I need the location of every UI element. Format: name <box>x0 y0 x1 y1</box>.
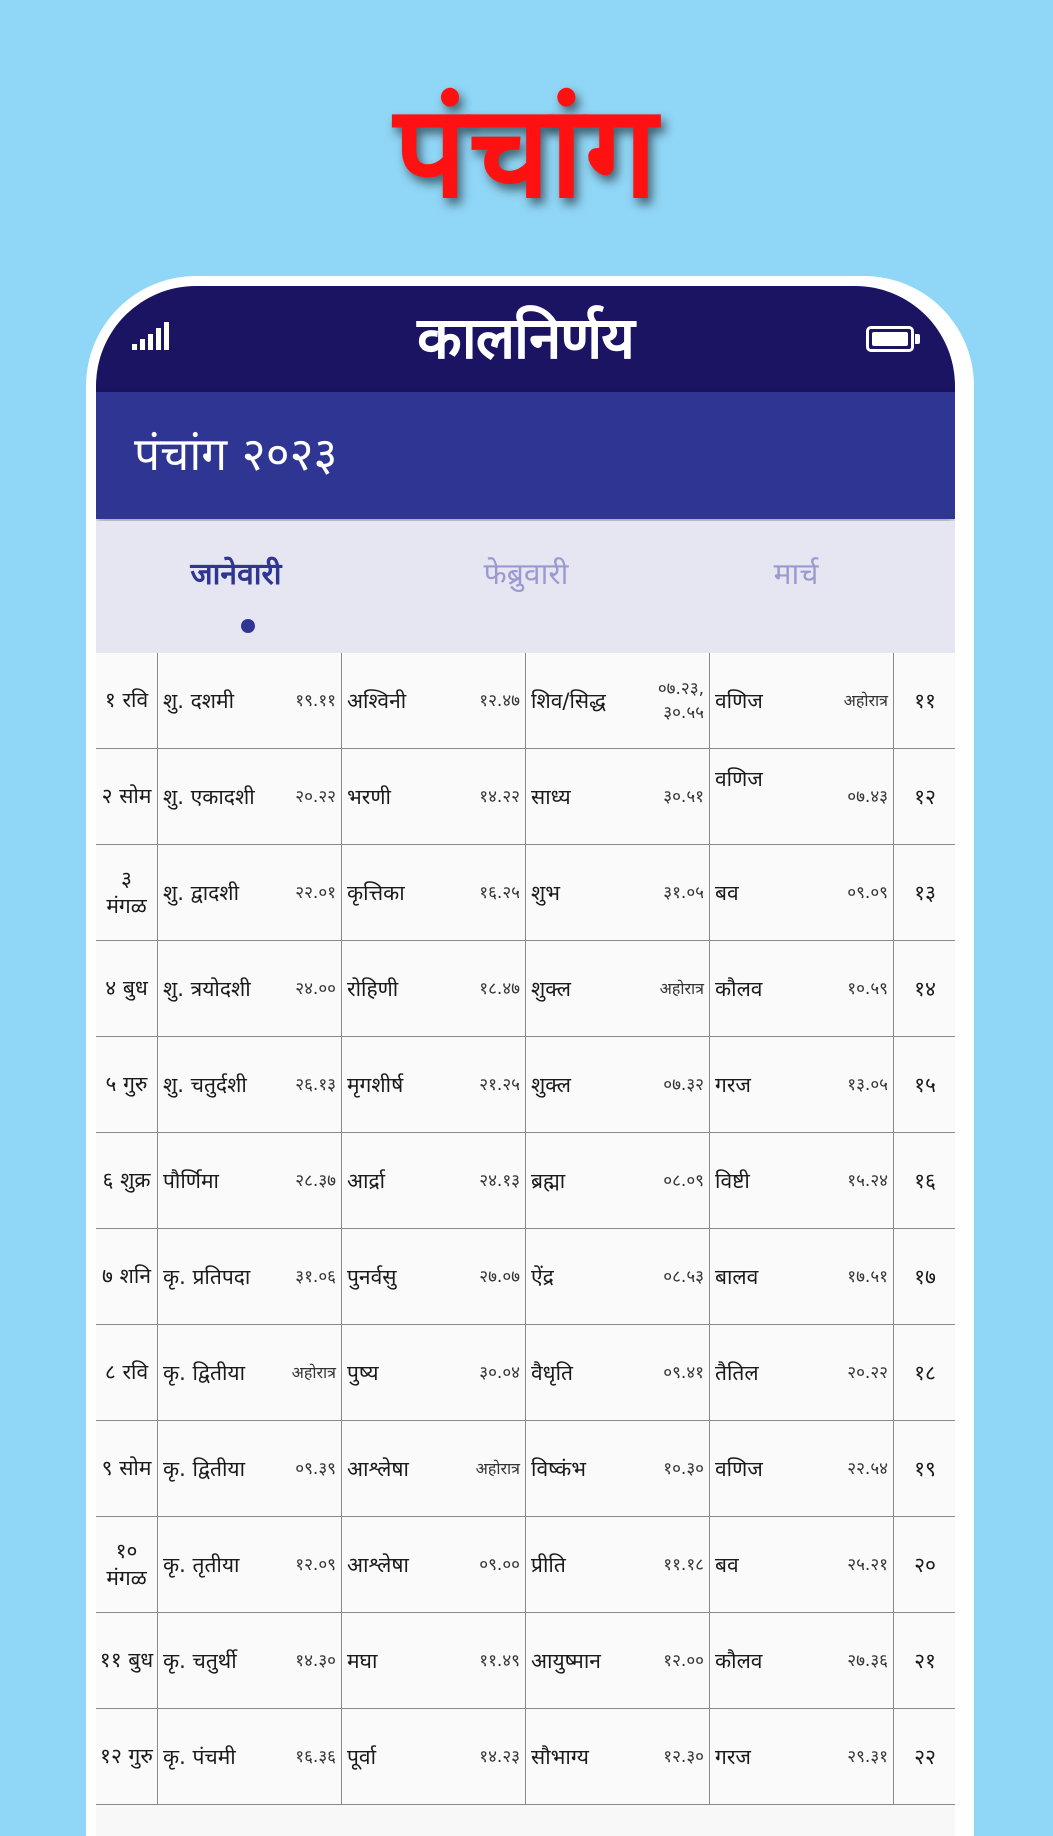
tithi-name: पौर्णिमा <box>163 1168 219 1193</box>
tab-february[interactable]: फेब्रुवारी <box>483 557 569 592</box>
tithi-time: अहोरात्र <box>291 1362 336 1382</box>
table-row <box>96 1613 955 1709</box>
karan-name: कौलव <box>715 976 763 1001</box>
tithi-time: ०९.३९ <box>295 1458 336 1479</box>
nakshatra-name: मृगशीर्ष <box>347 1072 404 1097</box>
day-label: १२ गुरु <box>100 1744 153 1768</box>
nakshatra-name: पुनर्वसु <box>347 1264 397 1289</box>
karan-cell <box>709 1709 893 1804</box>
karan-cell <box>709 1517 893 1612</box>
number-value: १९ <box>914 1456 936 1481</box>
day-label: २ सोम <box>101 784 152 808</box>
nakshatra-time: १८.४७ <box>479 978 520 999</box>
number-cell <box>893 1613 955 1708</box>
tithi-cell <box>157 1037 341 1132</box>
number-cell <box>893 1325 955 1420</box>
tithi-time: १६.३६ <box>295 1746 336 1767</box>
phone-frame <box>86 276 974 1836</box>
yoga-name: सौभाग्य <box>531 1744 589 1769</box>
yoga-time: ०७.२३, ३०.५५ <box>657 678 704 723</box>
nakshatra-time: ०९.०० <box>479 1554 520 1575</box>
day-label: ९ सोम <box>101 1456 152 1480</box>
nakshatra-name: अश्विनी <box>347 688 407 713</box>
day-cell <box>96 1517 157 1612</box>
tithi-cell <box>157 1421 341 1516</box>
tithi-time: ३१.०६ <box>295 1266 336 1287</box>
yoga-cell <box>525 1709 709 1804</box>
yoga-cell <box>525 749 709 844</box>
number-value: १७ <box>914 1264 936 1289</box>
number-cell <box>893 941 955 1036</box>
tithi-cell <box>157 1613 341 1708</box>
yoga-cell <box>525 941 709 1036</box>
nakshatra-time: १६.२५ <box>479 882 520 903</box>
number-value: २१ <box>914 1648 936 1673</box>
yoga-time: ३१.०५ <box>663 882 704 903</box>
nakshatra-name: मघा <box>347 1648 378 1673</box>
day-cell <box>96 1037 157 1132</box>
tithi-cell <box>157 1325 341 1420</box>
table-row <box>96 941 955 1037</box>
number-value: २२ <box>914 1744 936 1769</box>
yoga-name: ब्रह्मा <box>531 1168 566 1193</box>
nakshatra-time: २७.०७ <box>479 1266 520 1287</box>
yoga-cell <box>525 653 709 748</box>
karan-time: १०.५९ <box>847 978 888 999</box>
yoga-name: शुक्ल <box>531 976 571 1001</box>
nakshatra-name: आर्द्रा <box>347 1168 386 1193</box>
tithi-time: २८.३७ <box>295 1170 336 1191</box>
number-cell <box>893 845 955 940</box>
karan-cell <box>709 749 893 844</box>
karan-time: ०७.४३ <box>847 786 888 807</box>
karan-name: वणिज <box>715 688 763 713</box>
yoga-time: ०९.४१ <box>663 1362 704 1383</box>
table-row <box>96 1421 955 1517</box>
yoga-name: साध्य <box>531 784 571 809</box>
karan-time: २२.५४ <box>847 1458 888 1479</box>
nakshatra-time: २१.२५ <box>479 1074 520 1095</box>
nakshatra-name: पूर्वा <box>347 1744 377 1769</box>
day-label: १० मंगळ <box>106 1538 147 1590</box>
day-label: ४ बुध <box>105 976 148 1000</box>
tab-march[interactable]: मार्च <box>773 557 819 592</box>
yoga-cell <box>525 1133 709 1228</box>
number-cell <box>893 1709 955 1804</box>
tithi-name: कृ. द्वितीया <box>163 1456 246 1481</box>
number-cell <box>893 1517 955 1612</box>
karan-name: विष्टी <box>715 1168 750 1193</box>
karan-name: तैतिल <box>715 1360 759 1385</box>
karan-cell <box>709 1421 893 1516</box>
tithi-time: २६.१३ <box>295 1074 336 1095</box>
yoga-time: १२.३० <box>663 1746 704 1767</box>
tithi-cell <box>157 1133 341 1228</box>
nakshatra-cell <box>341 1037 525 1132</box>
number-value: १६ <box>914 1168 936 1193</box>
karan-time: ०९.०९ <box>847 882 888 903</box>
nakshatra-name: आश्लेषा <box>347 1552 409 1577</box>
karan-name: वणिज <box>715 767 763 791</box>
tithi-time: १२.०९ <box>295 1554 336 1575</box>
number-value: १२ <box>914 784 936 809</box>
nakshatra-cell <box>341 749 525 844</box>
nakshatra-cell <box>341 941 525 1036</box>
day-cell <box>96 1709 157 1804</box>
tithi-cell <box>157 653 341 748</box>
nakshatra-name: भरणी <box>347 784 391 809</box>
battery-icon <box>866 326 914 352</box>
panchang-table <box>96 653 955 1805</box>
karan-name: बालव <box>715 1264 759 1289</box>
yoga-name: शिव/सिद्ध <box>531 688 606 713</box>
day-cell <box>96 653 157 748</box>
number-value: ११ <box>914 688 936 713</box>
tithi-time: २०.२२ <box>295 786 336 807</box>
table-row <box>96 653 955 749</box>
karan-cell <box>709 1133 893 1228</box>
tithi-name: शु. एकादशी <box>163 784 255 809</box>
tithi-cell <box>157 1709 341 1804</box>
day-label: ६ शुक्र <box>102 1168 151 1192</box>
karan-name: कौलव <box>715 1648 763 1673</box>
karan-name: बव <box>715 880 739 905</box>
tithi-name: शु. दशमी <box>163 688 235 713</box>
nakshatra-time: २४.१३ <box>479 1170 520 1191</box>
nakshatra-time: ११.४९ <box>479 1650 520 1671</box>
table-row <box>96 1709 955 1805</box>
day-cell <box>96 1613 157 1708</box>
app-screen <box>96 286 955 1836</box>
tithi-name: कृ. तृतीया <box>163 1552 240 1577</box>
yoga-cell <box>525 1421 709 1516</box>
nakshatra-time: १४.२२ <box>479 786 520 807</box>
yoga-cell <box>525 1325 709 1420</box>
nakshatra-name: पुष्य <box>347 1360 379 1385</box>
number-cell <box>893 1133 955 1228</box>
nakshatra-cell <box>341 1325 525 1420</box>
yoga-time: ०७.३२ <box>663 1074 704 1095</box>
month-tab-bar <box>96 521 955 654</box>
active-tab-indicator <box>241 619 255 633</box>
tab-january[interactable]: जानेवारी <box>190 557 282 592</box>
number-cell <box>893 653 955 748</box>
karan-cell <box>709 1325 893 1420</box>
tithi-name: शु. चतुर्दशी <box>163 1072 247 1097</box>
page-title: पंचांग २०२३ <box>134 427 338 481</box>
yoga-name: वैधृति <box>531 1360 573 1385</box>
tithi-name: शु. त्रयोदशी <box>163 976 251 1001</box>
yoga-name: शुभ <box>531 880 561 905</box>
karan-time: १५.२४ <box>847 1170 888 1191</box>
karan-time: अहोरात्र <box>843 690 888 710</box>
table-row <box>96 1517 955 1613</box>
tithi-cell <box>157 1517 341 1612</box>
yoga-time: ०८.५३ <box>663 1266 704 1287</box>
table-row <box>96 1229 955 1325</box>
tithi-time: १९.११ <box>295 690 336 711</box>
day-label: ८ रवि <box>104 1360 149 1384</box>
yoga-cell <box>525 1037 709 1132</box>
hero-title: पंचांग <box>393 78 660 227</box>
tithi-cell <box>157 941 341 1036</box>
nakshatra-time: १२.४७ <box>479 690 520 711</box>
nakshatra-name: कृत्तिका <box>347 880 405 905</box>
tithi-name: कृ. पंचमी <box>163 1744 236 1769</box>
karan-cell <box>709 845 893 940</box>
yoga-cell <box>525 1517 709 1612</box>
app-header <box>96 392 955 519</box>
karan-time: २०.२२ <box>847 1362 888 1383</box>
day-label: ११ बुध <box>99 1648 154 1672</box>
tithi-name: कृ. द्वितीया <box>163 1360 246 1385</box>
nakshatra-cell <box>341 1709 525 1804</box>
yoga-name: विष्कंभ <box>531 1456 586 1481</box>
nakshatra-cell <box>341 1421 525 1516</box>
karan-name: गरज <box>715 1744 751 1769</box>
tithi-time: २२.०१ <box>295 882 336 903</box>
tithi-name: कृ. चतुर्थी <box>163 1648 237 1673</box>
tithi-cell <box>157 749 341 844</box>
yoga-time: अहोरात्र <box>659 978 704 998</box>
status-bar <box>96 286 955 392</box>
number-value: २० <box>914 1552 936 1577</box>
nakshatra-cell <box>341 1133 525 1228</box>
nakshatra-cell <box>341 1517 525 1612</box>
yoga-name: आयुष्मान <box>531 1648 601 1673</box>
karan-time: १३.०५ <box>847 1074 888 1095</box>
tithi-time: १४.३० <box>295 1650 336 1671</box>
yoga-time: १०.३० <box>663 1458 704 1479</box>
tithi-name: शु. द्वादशी <box>163 880 240 905</box>
number-value: १५ <box>914 1072 936 1097</box>
tithi-time: २४.०० <box>295 978 336 999</box>
yoga-cell <box>525 1229 709 1324</box>
day-cell <box>96 1421 157 1516</box>
karan-cell <box>709 1037 893 1132</box>
tithi-cell <box>157 845 341 940</box>
yoga-time: ३०.५१ <box>663 786 704 807</box>
yoga-name: शुक्ल <box>531 1072 571 1097</box>
number-cell <box>893 1037 955 1132</box>
yoga-time: १२.०० <box>663 1650 704 1671</box>
table-row <box>96 1325 955 1421</box>
nakshatra-cell <box>341 1613 525 1708</box>
nakshatra-time: १४.२३ <box>479 1746 520 1767</box>
karan-name: गरज <box>715 1072 751 1097</box>
day-cell <box>96 1325 157 1420</box>
day-cell <box>96 1133 157 1228</box>
number-value: १८ <box>914 1360 936 1385</box>
nakshatra-cell <box>341 845 525 940</box>
nakshatra-cell <box>341 1229 525 1324</box>
table-row <box>96 749 955 845</box>
day-label: ५ गुरु <box>105 1072 148 1096</box>
nakshatra-name: रोहिणी <box>347 976 399 1001</box>
nakshatra-time: अहोरात्र <box>475 1458 520 1478</box>
yoga-name: ऐंद्र <box>531 1264 554 1289</box>
day-label: १ रवि <box>104 688 149 712</box>
karan-time: १७.५१ <box>847 1266 888 1287</box>
day-cell <box>96 1229 157 1324</box>
table-row <box>96 1037 955 1133</box>
number-value: १४ <box>914 976 936 1001</box>
tithi-name: कृ. प्रतिपदा <box>163 1264 251 1289</box>
day-label: ३ मंगळ <box>106 866 147 918</box>
karan-name: बव <box>715 1552 739 1577</box>
karan-cell <box>709 1613 893 1708</box>
yoga-name: प्रीति <box>531 1552 566 1577</box>
day-cell <box>96 749 157 844</box>
yoga-cell <box>525 1613 709 1708</box>
table-row <box>96 845 955 941</box>
karan-time: २७.३६ <box>847 1650 888 1671</box>
karan-cell <box>709 1229 893 1324</box>
yoga-time: ०८.०९ <box>663 1170 704 1191</box>
number-cell <box>893 749 955 844</box>
yoga-time: ११.१८ <box>663 1554 704 1575</box>
nakshatra-name: आश्लेषा <box>347 1456 409 1481</box>
karan-time: २५.२१ <box>847 1554 888 1575</box>
table-row <box>96 1133 955 1229</box>
karan-time: २९.३१ <box>847 1746 888 1767</box>
day-cell <box>96 845 157 940</box>
yoga-cell <box>525 845 709 940</box>
number-cell <box>893 1229 955 1324</box>
tithi-cell <box>157 1229 341 1324</box>
karan-cell <box>709 653 893 748</box>
number-value: १३ <box>914 880 936 905</box>
brand-logo: कालनिर्णय <box>417 304 634 372</box>
number-cell <box>893 1421 955 1516</box>
day-label: ७ शनि <box>102 1264 151 1288</box>
nakshatra-cell <box>341 653 525 748</box>
karan-cell <box>709 941 893 1036</box>
nakshatra-time: ३०.०४ <box>479 1362 520 1383</box>
karan-name: वणिज <box>715 1456 763 1481</box>
day-cell <box>96 941 157 1036</box>
